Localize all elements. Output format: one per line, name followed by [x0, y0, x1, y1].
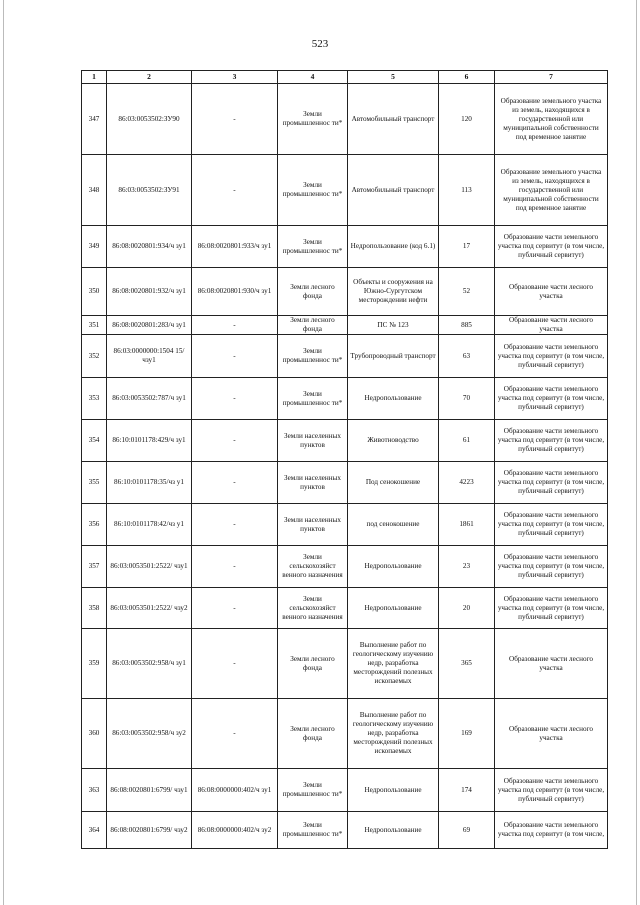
area-value: 365	[439, 629, 495, 699]
table-row	[82, 769, 608, 812]
cadastral-number: 86:03:0000000:1504 15/чзу1	[107, 335, 192, 378]
formation-purpose: Образование части земельного участка под сервитут (в том числе, публичный сервитут)	[495, 462, 608, 504]
formation-purpose: Образование части земельного участка под сервитут (в том числе, публичный сервитут)	[495, 335, 608, 378]
column-header: 6	[439, 71, 495, 84]
permitted-use: Животноводство	[348, 420, 439, 462]
parent-plot-number: -	[192, 588, 278, 629]
cadastral-number: 86:03:0053502:ЗУ91	[107, 155, 192, 226]
land-category: Земли промышленнос ти*	[278, 769, 348, 812]
land-category: Земли промышленнос ти*	[278, 226, 348, 268]
cadastral-number: 86:03:0053502:958/ч зу2	[107, 699, 192, 769]
formation-purpose: Образование земельного участка из земель, находящихся в государственной или муниципальной собственности под временное занятие	[495, 84, 608, 155]
column-header: 7	[495, 71, 608, 84]
parent-plot-number: -	[192, 335, 278, 378]
area-value: 169	[439, 699, 495, 769]
cadastral-number: 86:08:0020801:6799/ чзу1	[107, 769, 192, 812]
table-row	[82, 546, 608, 588]
table-row	[82, 316, 608, 335]
cadastral-number: 86:03:0053502:958/ч зу1	[107, 629, 192, 699]
table-row	[82, 378, 608, 420]
land-category: Земли населенных пунктов	[278, 420, 348, 462]
permitted-use: Автомобильный транспорт	[348, 155, 439, 226]
permitted-use: Выполнение работ по геологическому изучению недр, разработка месторождений полезных ископаемых	[348, 629, 439, 699]
formation-purpose: Образование части лесного участка	[495, 316, 608, 335]
formation-purpose: Образование части земельного участка под сервитут (в том числе, публичный сервитут)	[495, 420, 608, 462]
permitted-use: Недропользование	[348, 546, 439, 588]
row-number: 349	[82, 226, 107, 268]
cadastral-number: 86:08:0020801:6799/ чзу2	[107, 812, 192, 849]
area-value: 61	[439, 420, 495, 462]
parent-plot-number: -	[192, 155, 278, 226]
formation-purpose: Образование части земельного участка под сервитут (в том числе, публичный сервитут)	[495, 378, 608, 420]
formation-purpose: Образование части лесного участка	[495, 268, 608, 316]
parent-plot-number: -	[192, 629, 278, 699]
row-number: 348	[82, 155, 107, 226]
cadastral-number: 86:08:0020801:932/ч зу1	[107, 268, 192, 316]
land-category: Земли населенных пунктов	[278, 462, 348, 504]
row-number: 353	[82, 378, 107, 420]
land-category: Земли сельскохозяйст венного назначения	[278, 588, 348, 629]
land-category: Земли промышленнос ти*	[278, 84, 348, 155]
parent-plot-number: -	[192, 546, 278, 588]
parent-plot-number: -	[192, 420, 278, 462]
parent-plot-number: -	[192, 504, 278, 546]
cadastral-number: 86:08:0020801:283/ч зу1	[107, 316, 192, 335]
table-row	[82, 268, 608, 316]
row-number: 359	[82, 629, 107, 699]
formation-purpose: Образование части земельного участка под сервитут (в том числе, публичный сервитут)	[495, 588, 608, 629]
cadastral-number: 86:03:0053501:2522/ чзу1	[107, 546, 192, 588]
cadastral-number: 86:03:0053501:2522/ чзу2	[107, 588, 192, 629]
table-row	[82, 588, 608, 629]
land-category: Земли промышленнос ти*	[278, 155, 348, 226]
table-row	[82, 226, 608, 268]
parent-plot-number: -	[192, 462, 278, 504]
area-value: 4223	[439, 462, 495, 504]
permitted-use: Трубопроводный транспорт	[348, 335, 439, 378]
parent-plot-number: 86:08:0000000:402/ч зу1	[192, 769, 278, 812]
column-header: 2	[107, 71, 192, 84]
row-number: 351	[82, 316, 107, 335]
parent-plot-number: 86:08:0020801:933/ч зу1	[192, 226, 278, 268]
cadastral-number: 86:03:0053502:ЗУ90	[107, 84, 192, 155]
table-row	[82, 420, 608, 462]
permitted-use: Выполнение работ по геологическому изучению недр, разработка месторождений полезных ископаемых	[348, 699, 439, 769]
area-value: 1861	[439, 504, 495, 546]
table-row	[82, 629, 608, 699]
area-value: 885	[439, 316, 495, 335]
permitted-use: Автомобильный транспорт	[348, 84, 439, 155]
land-category: Земли лесного фонда	[278, 699, 348, 769]
formation-purpose: Образование части земельного участка под сервитут (в том числе, публичный сервитут)	[495, 226, 608, 268]
formation-purpose: Образование части земельного участка под сервитут (в том числе, публичный сервитут)	[495, 504, 608, 546]
land-category: Земли населенных пунктов	[278, 504, 348, 546]
page-number: 523	[311, 38, 329, 50]
cadastral-number: 86:03:0053502:787/ч зу1	[107, 378, 192, 420]
formation-purpose: Образование части лесного участка	[495, 629, 608, 699]
row-number: 358	[82, 588, 107, 629]
row-number: 356	[82, 504, 107, 546]
land-category: Земли лесного фонда	[278, 316, 348, 335]
table-row	[82, 335, 608, 378]
permitted-use: Недропользование	[348, 588, 439, 629]
row-number: 363	[82, 769, 107, 812]
formation-purpose: Образование земельного участка из земель, находящихся в государственной или муниципальной собственности под временное занятие	[495, 155, 608, 226]
land-category: Земли промышленнос ти*	[278, 335, 348, 378]
cadastral-number: 86:10:0101178:35/чз у1	[107, 462, 192, 504]
area-value: 174	[439, 769, 495, 812]
row-number: 354	[82, 420, 107, 462]
table-row	[82, 504, 608, 546]
cadastral-number: 86:10:0101178:42/чз у1	[107, 504, 192, 546]
land-category: Земли лесного фонда	[278, 629, 348, 699]
table-row	[82, 84, 608, 155]
parent-plot-number: -	[192, 378, 278, 420]
area-value: 70	[439, 378, 495, 420]
parent-plot-number: -	[192, 316, 278, 335]
table-row	[82, 812, 608, 849]
parent-plot-number: 86:08:0020801:930/ч зу1	[192, 268, 278, 316]
table-row	[82, 699, 608, 769]
parent-plot-number: -	[192, 84, 278, 155]
land-category: Земли сельскохозяйст венного назначения	[278, 546, 348, 588]
permitted-use: под сенокошение	[348, 504, 439, 546]
area-value: 120	[439, 84, 495, 155]
land-category: Земли промышленнос ти*	[278, 378, 348, 420]
area-value: 113	[439, 155, 495, 226]
formation-purpose: Образование части лесного участка	[495, 699, 608, 769]
table-row	[82, 155, 608, 226]
row-number: 357	[82, 546, 107, 588]
formation-purpose: Образование части земельного участка под сервитут (в том числе,	[495, 812, 608, 849]
area-value: 23	[439, 546, 495, 588]
area-value: 52	[439, 268, 495, 316]
cadastral-number: 86:10:0101178:429/ч зу1	[107, 420, 192, 462]
permitted-use: Недропользование	[348, 378, 439, 420]
cadastral-number: 86:08:0020801:934/ч зу1	[107, 226, 192, 268]
column-header: 3	[192, 71, 278, 84]
permitted-use: Недропользование	[348, 769, 439, 812]
row-number: 360	[82, 699, 107, 769]
formation-purpose: Образование части земельного участка под сервитут (в том числе, публичный сервитут)	[495, 769, 608, 812]
row-number: 364	[82, 812, 107, 849]
row-number: 355	[82, 462, 107, 504]
row-number: 352	[82, 335, 107, 378]
permitted-use: ПС № 123	[348, 316, 439, 335]
land-register-table	[81, 70, 608, 849]
permitted-use: Недропользование (код 6.1)	[348, 226, 439, 268]
area-value: 17	[439, 226, 495, 268]
column-header: 1	[82, 71, 107, 84]
parent-plot-number: -	[192, 699, 278, 769]
table-row	[82, 462, 608, 504]
column-header: 4	[278, 71, 348, 84]
column-header: 5	[348, 71, 439, 84]
area-value: 69	[439, 812, 495, 849]
formation-purpose: Образование части земельного участка под сервитут (в том числе, публичный сервитут)	[495, 546, 608, 588]
permitted-use: Под сенокошение	[348, 462, 439, 504]
area-value: 63	[439, 335, 495, 378]
land-category: Земли лесного фонда	[278, 268, 348, 316]
land-category: Земли промышленнос ти*	[278, 812, 348, 849]
row-number: 347	[82, 84, 107, 155]
permitted-use: Недропользование	[348, 812, 439, 849]
area-value: 20	[439, 588, 495, 629]
permitted-use: Объекты и сооружения на Южно-Сургутском месторождении нефти	[348, 268, 439, 316]
row-number: 350	[82, 268, 107, 316]
header-row	[82, 71, 608, 84]
scan-edge-right	[636, 0, 637, 905]
parent-plot-number: 86:08:0000000:402/ч зу2	[192, 812, 278, 849]
scan-edge-left	[3, 0, 4, 905]
